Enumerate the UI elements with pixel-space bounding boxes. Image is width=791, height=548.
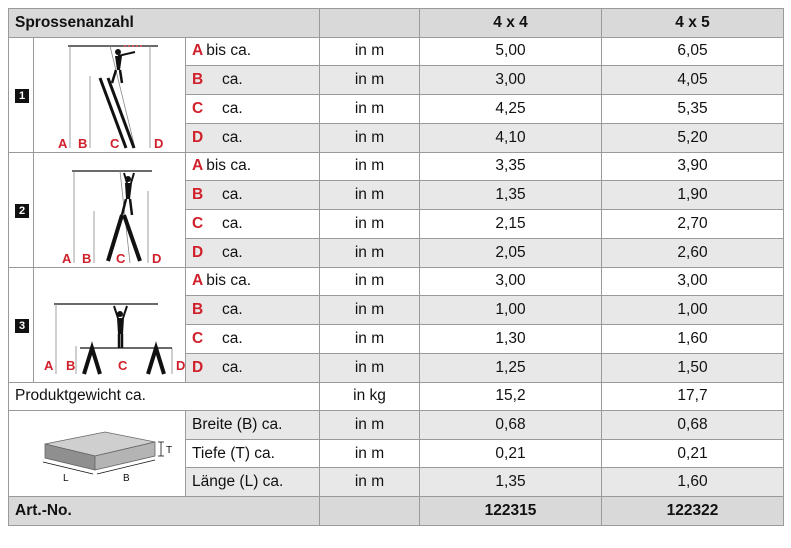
header-col1: 4 x 4	[420, 9, 602, 38]
row-value-4x4: 1,00	[420, 296, 602, 325]
dim-suffix: ca.	[222, 358, 243, 376]
diagram-letter-a: A	[58, 135, 68, 151]
row-label	[186, 238, 320, 267]
dim-letter: D	[192, 243, 204, 261]
row-value-4x5: 4,05	[602, 66, 784, 95]
dim-label: Tiefe (T) ca.	[186, 439, 320, 468]
row-value-4x4: 1,30	[420, 325, 602, 354]
table-row	[9, 152, 784, 181]
ladder-diagram-3	[34, 267, 186, 382]
row-value-4x4: 2,15	[420, 210, 602, 239]
row-value-4x4: 3,00	[420, 66, 602, 95]
ladder-spec-table	[8, 8, 784, 526]
diagram-letter-b: B	[66, 357, 76, 373]
article-number-label: Art.-No.	[9, 496, 320, 525]
row-label	[186, 296, 320, 325]
package-diagram	[9, 411, 186, 497]
row-unit: in m	[320, 123, 420, 152]
dim-label: Länge (L) ca.	[186, 468, 320, 497]
dim-letter: C	[192, 214, 204, 232]
section-number-badge: 2	[15, 204, 29, 218]
row-value-4x5: 1,50	[602, 353, 784, 382]
row-label	[186, 325, 320, 354]
ladder-diagram-1-svg	[40, 38, 190, 152]
dim-suffix: ca.	[222, 301, 243, 319]
dim-value-4x5: 0,21	[602, 439, 784, 468]
table-row	[9, 267, 784, 296]
row-value-4x4: 1,35	[420, 181, 602, 210]
dim-value-4x5: 0,68	[602, 411, 784, 440]
row-unit: in m	[320, 66, 420, 95]
row-label	[186, 66, 320, 95]
ladder-diagram-1	[34, 37, 186, 152]
section-number-2	[9, 152, 34, 267]
row-value-4x4: 4,10	[420, 123, 602, 152]
diagram-letter-d: D	[152, 250, 162, 266]
section-number-badge: 3	[15, 319, 29, 333]
row-unit: in m	[320, 325, 420, 354]
ladder-diagram-2	[34, 152, 186, 267]
footer-row	[9, 496, 784, 525]
diagram-letter-c: C	[110, 135, 120, 151]
header-title: Sprossenanzahl	[9, 9, 320, 38]
dim-letter: D	[192, 358, 204, 376]
row-value-4x5: 6,05	[602, 37, 784, 66]
weight-value-4x5: 17,7	[602, 382, 784, 411]
diagram-letter-c: C	[116, 250, 126, 266]
row-label	[186, 267, 320, 296]
weight-value-4x4: 15,2	[420, 382, 602, 411]
header-col2: 4 x 5	[602, 9, 784, 38]
dim-unit: in m	[320, 468, 420, 497]
dim-suffix: ca.	[222, 128, 243, 146]
article-number-4x4: 122315	[420, 496, 602, 525]
row-unit: in m	[320, 296, 420, 325]
diagram-letter-d: D	[154, 135, 164, 151]
weight-label: Produktgewicht ca.	[9, 382, 320, 411]
dim-suffix: ca.	[222, 243, 243, 261]
dim-value-4x4: 0,21	[420, 439, 602, 468]
dim-suffix: ca.	[222, 214, 243, 232]
dim-suffix: bis ca.	[206, 42, 252, 60]
row-value-4x5: 1,00	[602, 296, 784, 325]
package-box-icon	[15, 414, 185, 494]
dim-suffix: ca.	[222, 329, 243, 347]
row-value-4x4: 3,00	[420, 267, 602, 296]
row-value-4x4: 5,00	[420, 37, 602, 66]
row-label	[186, 210, 320, 239]
dim-letter: B	[192, 71, 204, 89]
diagram-letter-c: C	[118, 357, 128, 373]
row-value-4x5: 5,35	[602, 95, 784, 124]
article-number-4x5: 122322	[602, 496, 784, 525]
table-row	[9, 411, 784, 440]
dim-letter: B	[192, 301, 204, 319]
footer-unit-empty	[320, 496, 420, 525]
ladder-diagram-2-svg	[40, 153, 190, 267]
row-unit: in m	[320, 238, 420, 267]
section-number-badge: 1	[15, 89, 29, 103]
dim-unit: in m	[320, 411, 420, 440]
dim-value-4x4: 0,68	[420, 411, 602, 440]
dim-letter: D	[192, 128, 204, 146]
row-value-4x5: 2,70	[602, 210, 784, 239]
weight-unit: in kg	[320, 382, 420, 411]
row-label	[186, 353, 320, 382]
dim-suffix: bis ca.	[206, 272, 252, 290]
row-value-4x5: 1,90	[602, 181, 784, 210]
row-value-4x4: 3,35	[420, 152, 602, 181]
row-label	[186, 95, 320, 124]
dim-label: Breite (B) ca.	[186, 411, 320, 440]
dim-value-4x4: 1,35	[420, 468, 602, 497]
dim-letter: A	[192, 272, 204, 290]
diagram-letter-b: B	[82, 250, 92, 266]
diagram-letter-b: B	[78, 135, 88, 151]
section-number-3	[9, 267, 34, 382]
dim-suffix: ca.	[222, 99, 243, 117]
diagram-letter-d: D	[176, 357, 186, 373]
dim-letter: A	[192, 157, 204, 175]
ladder-diagram-3-svg	[40, 268, 190, 382]
dim-letter: C	[192, 99, 204, 117]
row-value-4x5: 3,90	[602, 152, 784, 181]
row-value-4x4: 4,25	[420, 95, 602, 124]
dim-letter: C	[192, 329, 204, 347]
row-unit: in m	[320, 210, 420, 239]
row-unit: in m	[320, 95, 420, 124]
diagram-letter-t: T	[166, 444, 173, 456]
diagram-letter-a: A	[44, 357, 54, 373]
row-value-4x5: 1,60	[602, 325, 784, 354]
row-label	[186, 37, 320, 66]
section-number-1	[9, 37, 34, 152]
dim-suffix: ca.	[222, 71, 243, 89]
dim-unit: in m	[320, 439, 420, 468]
dim-suffix: ca.	[222, 186, 243, 204]
dim-letter: B	[192, 186, 204, 204]
row-label	[186, 123, 320, 152]
row-value-4x5: 3,00	[602, 267, 784, 296]
row-value-4x5: 5,20	[602, 123, 784, 152]
header-unit-empty	[320, 9, 420, 38]
row-unit: in m	[320, 267, 420, 296]
row-value-4x4: 2,05	[420, 238, 602, 267]
row-label	[186, 181, 320, 210]
row-value-4x5: 2,60	[602, 238, 784, 267]
row-label	[186, 152, 320, 181]
row-unit: in m	[320, 181, 420, 210]
dim-letter: A	[192, 42, 204, 60]
diagram-letter-a: A	[62, 250, 72, 266]
row-unit: in m	[320, 152, 420, 181]
row-unit: in m	[320, 353, 420, 382]
dim-value-4x5: 1,60	[602, 468, 784, 497]
diagram-letter-b-pack: B	[123, 472, 130, 484]
weight-row	[9, 382, 784, 411]
dim-suffix: bis ca.	[206, 157, 252, 175]
header-row	[9, 9, 784, 38]
diagram-letter-l: L	[63, 472, 69, 484]
row-unit: in m	[320, 37, 420, 66]
row-value-4x4: 1,25	[420, 353, 602, 382]
table-row	[9, 37, 784, 66]
